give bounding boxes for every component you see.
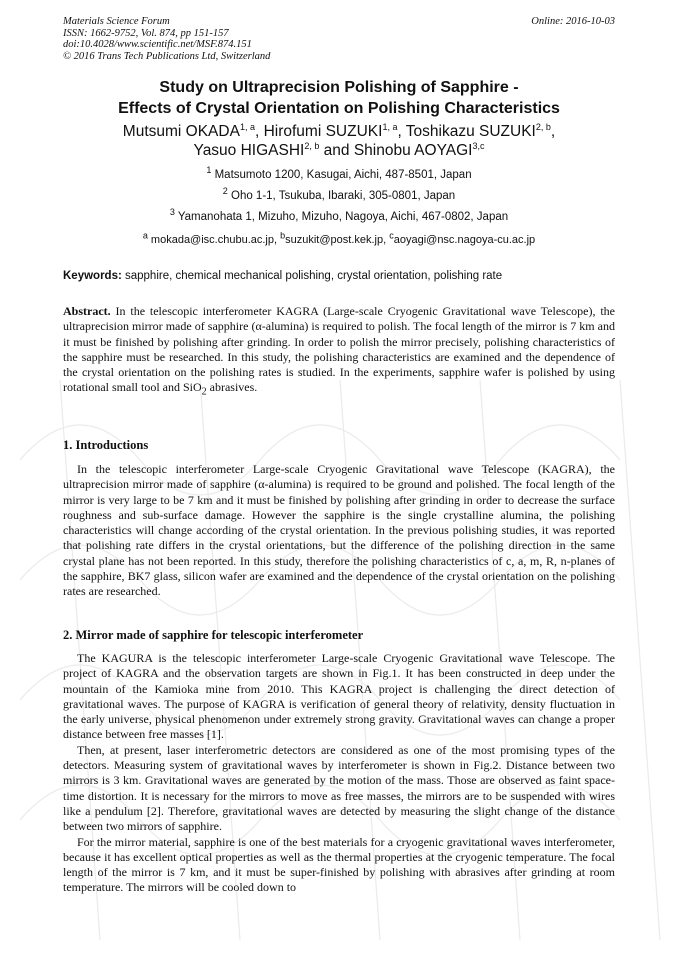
email-link[interactable]: suzukit@post.kek.jp,	[285, 234, 390, 246]
email-mark: b	[280, 230, 286, 241]
abstract-label: Abstract.	[63, 304, 111, 318]
author-line-2	[40, 141, 638, 160]
email-link[interactable]: aoyagi@nsc.nagoya-cu.ac.jp	[393, 234, 536, 246]
keywords	[63, 269, 615, 283]
author-name: Toshikazu SUZUKI	[405, 123, 536, 140]
author-separator: ,	[254, 123, 264, 140]
keywords-label: Keywords:	[63, 270, 122, 282]
author-affil-mark: 1, a	[382, 121, 398, 132]
affiliation-text: Oho 1-1, Tsukuba, Ibaraki, 305-0801, Japan	[231, 190, 456, 202]
author-affil-mark: 2, b	[535, 121, 551, 132]
journal-header	[63, 16, 615, 62]
paragraph: The KAGURA is the telescopic interferometer Large-scale Cryogenic Gravitational wave Telescope. The project of KAGRA and the observation targets are shown in Fig.1. It has been constructed in deep under the mountain of the Kamioka mine from 2010. This KAGRA project is challenging the direct detection of gravitational waves. The purpose of KAGRA is verification of general theory of relativity, density fluctuation in the early universe, physical phenomenon under extremely strong gravity. Gravitational waves can change a proper distance between free masses [1].	[63, 651, 615, 742]
author-affil-mark: 2, b	[304, 140, 320, 151]
affiliation-text: Yamanohata 1, Mizuho, Mizuho, Nagoya, Aichi, 467-0802, Japan	[177, 211, 509, 223]
affiliation-mark: 3	[169, 207, 175, 218]
author-name: Hirofumi SUZUKI	[263, 123, 383, 140]
email-link[interactable]: mokada@isc.chubu.ac.jp,	[150, 234, 281, 246]
affiliation-2	[40, 186, 638, 203]
abstract-tail: abrasives.	[206, 380, 258, 395]
title-line-2: Effects of Crystal Orientation on Polishing Characteristics	[118, 100, 560, 117]
section-1-body	[63, 462, 615, 600]
author-line-1	[40, 122, 638, 141]
affiliation-text: Matsumoto 1200, Kasugai, Aichi, 487-8501, Japan	[214, 169, 472, 181]
abstract-text: In the telescopic interferometer KAGRA (Large-scale Cryogenic Gravitational wave Telescope), the ultraprecision mirror made of sapphire (α-alumina) is required to polish. The focal length of the mirror is 7 km and it must be finished by polishing after grinding. In order to polish the mirror precisely, polishing characteristics of the sapphire must be researched. In this study, the polishing characteristics are examined and the dependence of the crystal orientation on the polishing rates is studied. In the experiments, sapphire wafer is polished by using rotational small tool and SiO	[63, 304, 615, 395]
abstract-subscript: 2	[201, 386, 207, 398]
author-affil-mark: 1, a	[239, 121, 255, 132]
copyright-line: © 2016 Trans Tech Publications Ltd, Switzerland	[63, 50, 271, 62]
email-mark: a	[142, 230, 148, 241]
affiliation-mark: 1	[206, 165, 212, 176]
paragraph: Then, at present, laser interferometric detectors are considered as one of the most promising types of the detectors. Measuring system of gravitational waves by interferometer is shown in Fig.2. Distance between two mirrors is 3 km. Gravitational waves are generated by the motion of the mass. Those are observed as faint space-time distortion. It is necessary for the mirrors to move as free masses, the mirrors are to be suspended with wires like a pendulum [2]. Therefore, gravitational waves are detected by measuring the slight change of the distance between two mirrors of sapphire.	[63, 742, 615, 834]
online-date: Online: 2016-10-03	[531, 16, 615, 27]
affiliation-mark: 2	[222, 186, 228, 197]
paragraph: In the telescopic interferometer Large-scale Cryogenic Gravitational wave Telescope (KAGRA), the ultraprecision mirror made of sapphire (α-alumina) is required to be ground and polished. The focal length of the mirror is very large to be 7 km and it must be finished by polishing after grinding in order to decrease the surface roughness and sub-surface damage. However the sapphire is the single crystalline alumina, the polishing characteristics will change according of the crystal orientation. In the previous polishing studies, it was reported that polishing rate differs in the crystal orientations, but the difference of the polishing direction in the same crystal plane has not been reported. In this study, therefore the polishing characteristics of c, a, m, R, n-planes of the sapphire, BK7 glass, silicon wafer are examined and the dependence of the crystal orientation on the polishing rates are researched.	[63, 462, 615, 599]
author-emails	[40, 230, 638, 247]
author-name: Shinobu AOYAGI	[353, 142, 473, 159]
author-separator: ,	[397, 123, 406, 140]
author-list	[40, 122, 638, 160]
author-name: Yasuo HIGASHI	[193, 142, 305, 159]
paragraph: For the mirror material, sapphire is one of the best materials for a cryogenic gravitational waves interferometer, because it has excellent optical properties as well as the thermal properties at the cryogenic temperature. The focal length of the mirror is 7 km, and it must be super-finished by polishing with abrasives after grinding at room temperature. The mirrors will be cooled down to	[63, 834, 615, 895]
affiliation-1	[40, 165, 638, 182]
journal-name: Materials Science Forum	[63, 16, 170, 27]
author-separator: ,	[550, 123, 556, 140]
author-name: Mutsumi OKADA	[122, 123, 240, 140]
section-1-heading: 1. Introductions	[63, 438, 149, 452]
abstract	[63, 304, 615, 400]
affiliation-3	[40, 207, 638, 224]
title-line-1: Study on Ultraprecision Polishing of Sapphire -	[159, 79, 519, 96]
author-conjunction: and	[319, 142, 354, 159]
keywords-text: sapphire, chemical mechanical polishing, crystal orientation, polishing rate	[121, 270, 503, 282]
doi-line[interactable]: doi:10.4028/www.scientific.net/MSF.874.151	[63, 39, 252, 50]
section-2-body	[63, 651, 615, 896]
section-2-heading: 2. Mirror made of sapphire for telescopic interferometer	[63, 628, 364, 642]
paper-title	[40, 77, 638, 119]
issn-line: ISSN: 1662-9752, Vol. 874, pp 151-157	[63, 27, 229, 39]
author-affil-mark: 3,c	[472, 140, 485, 151]
email-mark: c	[389, 230, 394, 241]
